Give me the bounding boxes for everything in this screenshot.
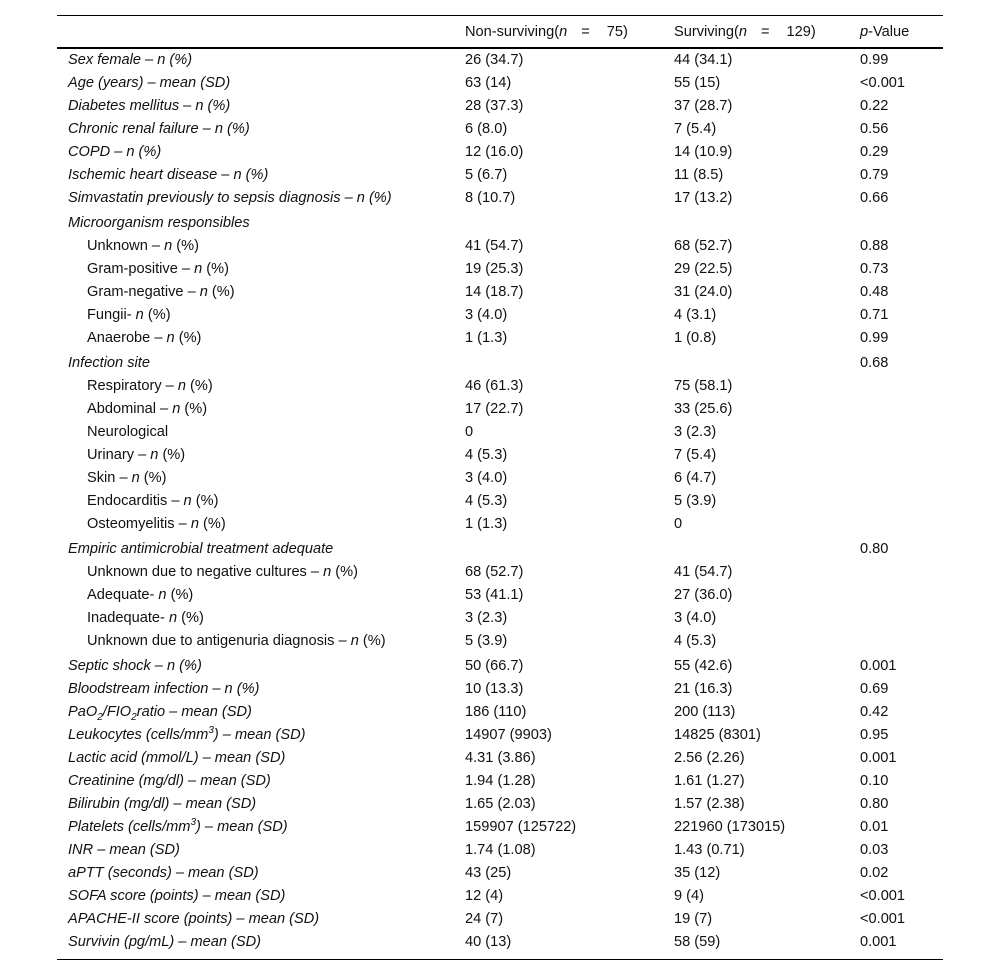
- cell-surviving: 4 (5.3): [674, 633, 717, 649]
- row-label: Chronic renal failure – n (%): [68, 121, 250, 137]
- cell-non-surviving: 53 (41.1): [465, 587, 524, 603]
- table-row: [57, 304, 943, 327]
- cell-non-surviving: 1.65 (2.03): [465, 796, 536, 812]
- row-label: Gram-positive – n (%): [87, 261, 229, 277]
- cell-non-surviving: 4 (5.3): [465, 447, 508, 463]
- row-label: $PaO_2/FIO_2ratio$ – mean (SD): [68, 704, 252, 723]
- basic-rows: [57, 49, 943, 210]
- row-label: Respiratory – n (%): [87, 378, 213, 394]
- cell-surviving: 3 (4.0): [674, 610, 717, 626]
- cell-p-value: 0.69: [860, 681, 889, 697]
- row-lactic-acid: [57, 747, 943, 770]
- cell-p-value: <0.001: [860, 911, 906, 927]
- row-label: INR – mean (SD): [68, 842, 180, 858]
- cell-surviving: 31 (24.0): [674, 284, 733, 300]
- cell-p-value: 0.03: [860, 842, 889, 858]
- cell-p-value: 0.71: [860, 307, 889, 323]
- cell-non-surviving: 1 (1.3): [465, 516, 508, 532]
- row-label: Abdominal – n (%): [87, 401, 208, 417]
- row-label: Endocarditis – n (%): [87, 493, 219, 509]
- row-aptt: [57, 862, 943, 885]
- cell-non-surviving: 63 (14): [465, 75, 512, 91]
- cell-surviving: 7 (5.4): [674, 121, 717, 137]
- row-label: aPTT (seconds) – mean (SD): [68, 865, 259, 881]
- row-label: Inadequate- n (%): [87, 610, 204, 626]
- group-infection-site: [57, 350, 943, 536]
- row-label: Bloodstream infection – n (%): [68, 681, 260, 697]
- table-row: [57, 490, 943, 513]
- cell-p-value: 0.66: [860, 190, 889, 206]
- bottom-rule: [57, 959, 943, 960]
- cell-non-surviving: 10 (13.3): [465, 681, 524, 697]
- row-sofa: [57, 885, 943, 908]
- group-header: [57, 350, 943, 375]
- row-label: Survivin (pg/mL) – mean (SD): [68, 934, 262, 950]
- cell-surviving: 1 (0.8): [674, 330, 717, 346]
- row-creatinine: [57, 770, 943, 793]
- row-label: COPD – n (%): [68, 144, 162, 160]
- cell-surviving: 200 (113): [674, 704, 736, 720]
- cell-non-surviving: 12 (16.0): [465, 144, 524, 160]
- cell-surviving: 221960 (173015): [674, 819, 786, 835]
- row-leukocytes: [57, 724, 943, 747]
- table-row: [57, 607, 943, 630]
- row-label: Ischemic heart disease – n (%): [68, 167, 269, 183]
- cell-non-surviving: 159907 (125722): [465, 819, 577, 835]
- cell-p-value: 0.99: [860, 330, 889, 346]
- cell-surviving: 68 (52.7): [674, 238, 733, 254]
- cell-surviving: 58 (59): [674, 934, 721, 950]
- table-row: [57, 258, 943, 281]
- row-label: Neurological: [87, 424, 169, 440]
- table-row: [57, 327, 943, 350]
- header-surviving: Surviving(n = 129): [674, 24, 816, 40]
- cell-p-value: 0.10: [860, 773, 889, 789]
- cell-surviving: 1.57 (2.38): [674, 796, 745, 812]
- cell-p-value: 0.95: [860, 727, 889, 743]
- cell-surviving: 6 (4.7): [674, 470, 717, 486]
- group-header: [57, 210, 943, 235]
- table-row: [57, 444, 943, 467]
- row-inr: [57, 839, 943, 862]
- row-label: Unknown due to antigenuria diagnosis – n (%): [87, 633, 386, 649]
- cell-surviving: 33 (25.6): [674, 401, 733, 417]
- cell-p-value: 0.001: [860, 658, 897, 674]
- row-bilirubin: [57, 793, 943, 816]
- cell-p-value: 0.88: [860, 238, 889, 254]
- table-row: [57, 235, 943, 258]
- cell-surviving: 7 (5.4): [674, 447, 717, 463]
- cell-surviving: 44 (34.1): [674, 52, 733, 68]
- group-label: Microorganism responsibles: [68, 215, 250, 231]
- cell-surviving: 9 (4): [674, 888, 705, 904]
- table-row: [57, 281, 943, 304]
- cell-non-surviving: 1.74 (1.08): [465, 842, 536, 858]
- cell-non-surviving: 1.94 (1.28): [465, 773, 536, 789]
- cell-p-value: 0.29: [860, 144, 889, 160]
- cell-non-surviving: 40 (13): [465, 934, 512, 950]
- cell-non-surviving: 5 (3.9): [465, 633, 508, 649]
- cell-p-value: <0.001: [860, 75, 906, 91]
- row-label: Adequate- n (%): [87, 587, 194, 603]
- cell-non-surviving: 8 (10.7): [465, 190, 516, 206]
- cell-surviving: 14 (10.9): [674, 144, 733, 160]
- row-bloodstream-infection: [57, 678, 943, 701]
- cell-surviving: 14825 (8301): [674, 727, 761, 743]
- cell-non-surviving: 43 (25): [465, 865, 512, 881]
- table-row: [57, 187, 943, 210]
- row-label: Age (years) – mean (SD): [68, 75, 231, 91]
- group-microorganism: [57, 210, 943, 350]
- cell-surviving: 21 (16.3): [674, 681, 733, 697]
- table-row: [57, 49, 943, 72]
- row-label: Bilirubin (mg/dl) – mean (SD): [68, 796, 257, 812]
- row-label: Sex female – n (%): [68, 52, 193, 68]
- cell-surviving: 2.56 (2.26): [674, 750, 745, 766]
- cell-surviving: 0: [674, 516, 683, 532]
- cell-surviving: 41 (54.7): [674, 564, 733, 580]
- cell-non-surviving: 3 (4.0): [465, 470, 508, 486]
- table-row: [57, 467, 943, 490]
- cell-non-surviving: 46 (61.3): [465, 378, 524, 394]
- cell-p-value: <0.001: [860, 888, 906, 904]
- row-apache: [57, 908, 943, 931]
- cell-p-value: 0.22: [860, 98, 889, 114]
- cell-p-value: 0.73: [860, 261, 889, 277]
- row-label: Septic shock – n (%): [68, 658, 202, 674]
- cell-non-surviving: 14 (18.7): [465, 284, 524, 300]
- row-label: Unknown due to negative cultures – n (%): [87, 564, 358, 580]
- cell-p-value: 0.48: [860, 284, 889, 300]
- cell-non-surviving: 19 (25.3): [465, 261, 524, 277]
- cell-non-surviving: 3 (2.3): [465, 610, 508, 626]
- header-row: [57, 16, 943, 47]
- row-septic-shock: [57, 655, 943, 678]
- table-row: [57, 630, 943, 653]
- table-row: [57, 375, 943, 398]
- table-row: [57, 513, 943, 536]
- cell-non-surviving: 17 (22.7): [465, 401, 524, 417]
- cell-non-surviving: 14907 (9903): [465, 727, 552, 743]
- cell-non-surviving: 68 (52.7): [465, 564, 524, 580]
- header-p-value: p-Value: [860, 24, 910, 40]
- data-table: [57, 15, 943, 960]
- cell-non-surviving: 41 (54.7): [465, 238, 524, 254]
- group-items: [57, 561, 943, 653]
- cell-non-surviving: 3 (4.0): [465, 307, 508, 323]
- table-row: [57, 72, 943, 95]
- row-label: Unknown – n (%): [87, 238, 199, 254]
- group-header: [57, 536, 943, 561]
- cell-non-surviving: 12 (4): [465, 888, 504, 904]
- row-label: Gram-negative – n (%): [87, 284, 235, 300]
- cell-non-surviving: 0: [465, 424, 474, 440]
- row-label: Platelets $(cells/mm^3)$ – mean (SD): [68, 817, 288, 835]
- row-label: Simvastatin previously to sepsis diagnosis – n (%): [68, 190, 392, 206]
- cell-non-surviving: 50 (66.7): [465, 658, 524, 674]
- table-row: [57, 398, 943, 421]
- cell-surviving: 11 (8.5): [674, 167, 724, 183]
- row-label: Skin – n (%): [87, 470, 167, 486]
- cell-surviving: 3 (2.3): [674, 424, 717, 440]
- cell-surviving: 1.61 (1.27): [674, 773, 745, 789]
- group-p-value: 0.80: [860, 541, 889, 557]
- cell-surviving: 4 (3.1): [674, 307, 717, 323]
- row-label: Leukocytes $(cells/mm^3)$ – mean (SD): [68, 725, 306, 743]
- cell-surviving: 5 (3.9): [674, 493, 717, 509]
- cell-non-surviving: 28 (37.3): [465, 98, 524, 114]
- cell-non-surviving: 4.31 (3.86): [465, 750, 536, 766]
- table-row: [57, 584, 943, 607]
- cell-surviving: 55 (15): [674, 75, 721, 91]
- row-pao2-fio2: [57, 701, 943, 724]
- cell-p-value: 0.80: [860, 796, 889, 812]
- cell-surviving: 55 (42.6): [674, 658, 733, 674]
- cell-surviving: 37 (28.7): [674, 98, 733, 114]
- cell-p-value: 0.01: [860, 819, 889, 835]
- group-items: [57, 235, 943, 350]
- cell-surviving: 27 (36.0): [674, 587, 733, 603]
- row-survivin: [57, 931, 943, 954]
- table-row: [57, 118, 943, 141]
- header-non-surviving: Non-surviving(n = 75): [465, 24, 628, 40]
- row-label: Urinary – n (%): [87, 447, 186, 463]
- cell-p-value: 0.99: [860, 52, 889, 68]
- cell-surviving: 29 (22.5): [674, 261, 733, 277]
- row-label: Fungii- n (%): [87, 307, 171, 323]
- table-row: [57, 421, 943, 444]
- group-items: [57, 375, 943, 536]
- cell-p-value: 0.001: [860, 750, 897, 766]
- table-row: [57, 561, 943, 584]
- cell-non-surviving: 186 (110): [465, 704, 527, 720]
- row-platelets: [57, 816, 943, 839]
- row-label: SOFA score (points) – mean (SD): [68, 888, 286, 904]
- cell-p-value: 0.001: [860, 934, 897, 950]
- cell-non-surviving: 24 (7): [465, 911, 504, 927]
- cell-surviving: 1.43 (0.71): [674, 842, 745, 858]
- row-label: Creatinine (mg/dl) – mean (SD): [68, 773, 271, 789]
- group-label: Empiric antimicrobial treatment adequate: [68, 541, 334, 557]
- cell-non-surviving: 4 (5.3): [465, 493, 508, 509]
- group-label: Infection site: [68, 355, 150, 371]
- cell-non-surviving: 5 (6.7): [465, 167, 508, 183]
- cell-surviving: 75 (58.1): [674, 378, 733, 394]
- cell-p-value: 0.02: [860, 865, 889, 881]
- group-empiric-treatment: [57, 536, 943, 653]
- table-row: [57, 141, 943, 164]
- cell-p-value: 0.79: [860, 167, 889, 183]
- group-p-value: 0.68: [860, 355, 889, 371]
- row-label: Anaerobe – n (%): [87, 330, 202, 346]
- cell-non-surviving: 26 (34.7): [465, 52, 524, 68]
- row-label: Diabetes mellitus – n (%): [68, 98, 231, 114]
- cell-non-surviving: 6 (8.0): [465, 121, 508, 137]
- cell-surviving: 35 (12): [674, 865, 721, 881]
- cell-non-surviving: 1 (1.3): [465, 330, 508, 346]
- row-label: APACHE-II score (points) – mean (SD): [68, 911, 320, 927]
- cell-surviving: 17 (13.2): [674, 190, 733, 206]
- table-row: [57, 95, 943, 118]
- cell-surviving: 19 (7): [674, 911, 713, 927]
- table-row: [57, 164, 943, 187]
- cell-p-value: 0.42: [860, 704, 889, 720]
- cell-p-value: 0.56: [860, 121, 889, 137]
- row-label: Osteomyelitis – n (%): [87, 516, 226, 532]
- row-label: Lactic acid (mmol/L) – mean (SD): [68, 750, 286, 766]
